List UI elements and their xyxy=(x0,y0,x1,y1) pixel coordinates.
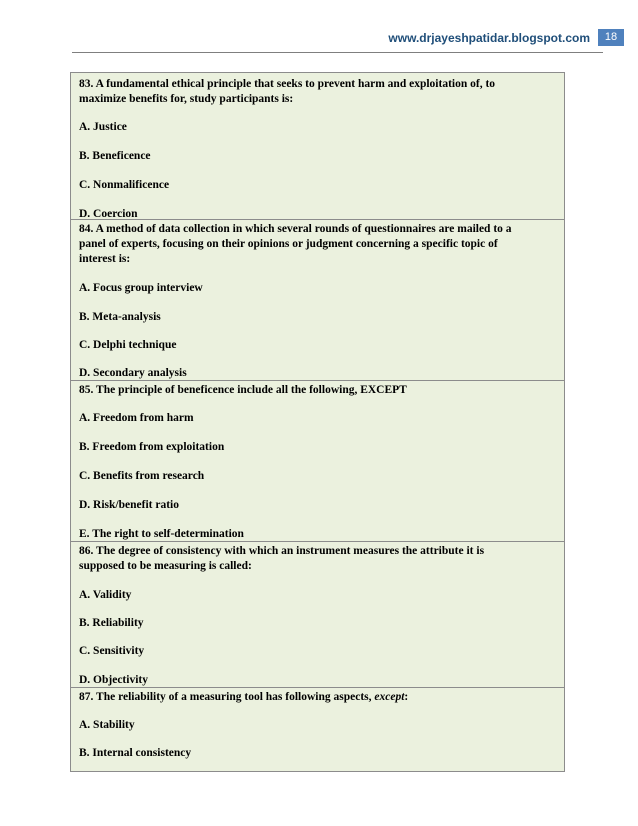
question-line xyxy=(79,690,556,705)
question-cell-85 xyxy=(71,381,564,542)
option-d: D. Objectivity xyxy=(79,674,148,686)
questions-table xyxy=(70,72,565,772)
page-header xyxy=(388,29,624,46)
option-b: B. Freedom from exploitation xyxy=(79,441,225,453)
question-cell-84 xyxy=(71,220,564,381)
page-number: 18 xyxy=(598,29,624,46)
question-text: 87. The reliability of a measuring tool has following aspects, xyxy=(79,691,375,703)
emphasis-text: except xyxy=(374,691,405,703)
option-d: D. Coercion xyxy=(79,208,138,220)
question-line: panel of experts, focusing on their opinions or judgment concerning a specific topic of xyxy=(79,238,498,250)
question-line: 85. The principle of beneficence include all the following, EXCEPT xyxy=(79,384,407,396)
question-line: 86. The degree of consistency with which an instrument measures the attribute it is xyxy=(79,545,485,557)
question-cell-87 xyxy=(71,688,564,771)
option-a: A. Focus group interview xyxy=(79,282,203,294)
option-a: A. Validity xyxy=(79,589,132,601)
option-c: C. Benefits from research xyxy=(79,470,205,482)
question-cell-86 xyxy=(71,542,564,688)
option-d: D. Secondary analysis xyxy=(79,367,187,379)
option-b: B. Internal consistency xyxy=(79,747,192,759)
option-c: C. Nonmalificence xyxy=(79,179,170,191)
question-line: interest is: xyxy=(79,253,131,265)
option-d: D. Risk/benefit ratio xyxy=(79,499,179,511)
option-c: C. Delphi technique xyxy=(79,339,177,351)
header-divider xyxy=(72,52,603,53)
question-cell-83 xyxy=(71,73,564,220)
option-a: A. Stability xyxy=(79,719,135,731)
question-line: supposed to be measuring is called: xyxy=(79,560,252,572)
site-url[interactable]: www.drjayeshpatidar.blogspot.com xyxy=(388,30,590,45)
question-line: maximize benefits for, study participants is: xyxy=(79,93,294,105)
question-line: 83. A fundamental ethical principle that seeks to prevent harm and exploitation of, to xyxy=(79,78,496,90)
option-a: A. Justice xyxy=(79,121,127,133)
option-e: E. The right to self-determination xyxy=(79,528,244,540)
option-c: C. Sensitivity xyxy=(79,645,145,657)
option-a: A. Freedom from harm xyxy=(79,412,194,424)
question-tail: : xyxy=(404,691,409,703)
question-line: 84. A method of data collection in which several rounds of questionnaires are mailed to a xyxy=(79,223,512,235)
option-b: B. Reliability xyxy=(79,617,144,629)
option-b: B. Beneficence xyxy=(79,150,151,162)
option-b: B. Meta-analysis xyxy=(79,311,161,323)
